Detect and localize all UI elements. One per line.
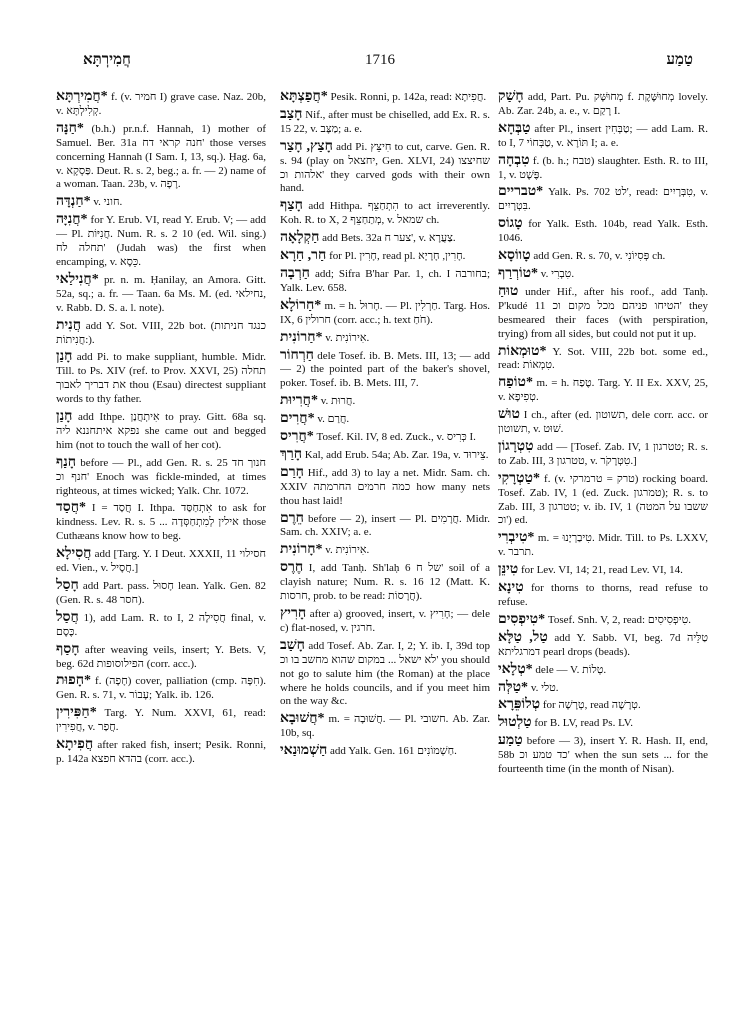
entry-text: add; Sifra B'har Par. 1, ch. I בחורבה; Yalk. Lev. 658. [280,267,490,294]
dictionary-entry [280,267,490,296]
entry-headword: *טִיבְרִי [498,530,535,546]
entry-headword: חָצַף [280,198,303,214]
entry-text: add Ithpe. אִיתְחֲנַן to pray. Gitt. 68a sq. נפקא איתחננא ליה she came out and begged him (not to touch the wall of her cot). [56,411,266,451]
entry-headword: *חַרוֹנִית [280,329,323,345]
entry-text: f. (חָפָה) cover, palliation (cmp. חִפָּה). Gen. R. s. 71, v. עָבוֹר; Yalk. ib. 126. [56,675,266,702]
entry-text: m. = חֲשׁוּבָה. — Pl. חשובי. Ab. Zar. 10b, sq. [280,713,490,740]
page-header [55,50,705,74]
dictionary-entry [280,140,490,197]
dictionary-entry [498,408,708,437]
dictionary-entry [56,547,266,576]
dictionary-columns [56,90,708,995]
dictionary-entry [280,299,490,328]
entry-headword: טִינָא [498,580,524,596]
entry-headword: טוּשׁ [498,407,520,423]
entry-headword: טָגוֹס [498,216,523,232]
dictionary-entry [498,267,708,282]
entry-headword: *טְלָאי [498,661,533,677]
entry-text: add Bets. 32a צער ח', v. צַעֲרָא. [322,232,456,245]
entry-headword: *טוֹפַח [498,375,533,391]
dictionary-entry [56,350,266,407]
dictionary-entry [498,345,708,374]
entry-text: before — Pl., add Gen. R. s. 25 חנוך חד חנף וכ' Enoch was fickle-minded, at times righteous, at times wicked; Yalk. Chr. 1072. [56,456,266,497]
dictionary-entry [498,663,708,678]
entry-text: Y. Sot. VIII, 22b bot. some ed., read: טִמְאוֹת. [498,345,708,372]
entry-headword: *חֲשׁוּבָא [280,711,325,727]
dictionary-entry [280,448,490,463]
dictionary-entry [56,611,266,640]
dictionary-entry [498,681,708,696]
entry-headword: חָרִיץ [280,606,307,621]
entry-headword: טְלוֹפֵּרָא [498,697,541,713]
entry-text: 1), add Lam. R. to I, 2 חֲסִילָה final, v. כֶּסֶם. [56,611,266,638]
dictionary-entry [498,376,708,405]
dictionary-entry [280,412,490,427]
entry-text: f. (b. h.; טבח) slaughter. Esth. R. to III, 1, v. פֶּשֶׁט. [498,154,708,181]
entry-text: dele — V. טְלוֹת. [535,663,607,676]
entry-headword: חָנַן [56,349,73,365]
entry-text: Tosef. Kil. IV, 8 ed. Zuck., v. כְּרִיס I. [316,431,476,444]
entry-text: add — [Tosef. Zab. IV, 1 טטרגון; R. s. to Zab. III, 3 טטרגון, v. טִטְרָקֹר.] [498,440,708,467]
entry-headword: *טִיפְסִים [498,611,546,627]
dictionary-entry [498,631,708,660]
entry-text: after raked fish, insert; Pesik. Ronni, p. 142a בהדא חפצא (corr. acc.). [56,739,266,765]
dictionary-entry [280,430,490,445]
entry-headword: *חַפִּירִין [56,705,97,721]
entry-headword: *חֲמִירְתָּא [56,90,108,104]
entry-headword: חֲסִילָא [56,546,92,562]
entry-headword: *חֲפַצְתָּא [280,90,328,104]
dictionary-entry [56,738,266,767]
entry-text: Hif., add 3) to lay a net. Midr. Sam. ch. XXIV כמה חרמים החרמתה how many nets thou hast laid! [280,466,490,507]
entry-text: add [Targ. Y. I Deut. XXXII, 11 חסילוי ed. Vien., v. חֲסָיל.] [56,548,266,575]
entry-text: v. טלי. [530,681,559,694]
dictionary-entry [280,394,490,409]
dictionary-entry [56,319,266,348]
dictionary-entry [280,249,490,264]
dictionary-entry [56,90,266,119]
entry-headword: חַשְׁמוּנַאי [280,743,328,759]
dictionary-entry [498,185,708,214]
dictionary-entry [56,456,266,499]
dictionary-entry [280,331,490,346]
entry-headword: *טוֹרְרַף [498,265,539,281]
entry-headword: חָנַף [56,454,77,470]
entry-text: for טְרָשָׁה, read טְרָשָׁה. [542,699,641,712]
dictionary-entry [280,561,490,604]
dictionary-entry [498,531,708,560]
dictionary-entry [498,563,708,578]
entry-text: v. חוני. [93,196,123,209]
entry-text: after weaving veils, insert; Y. Bets. V, beg. 62d הפילוסופות (corr. acc.). [56,643,266,670]
dictionary-entry [280,90,490,105]
entry-text: Yalk. Ps. 702 לט', read: טִבְּרָיִים, v. בִּטְרָיִים. [498,186,708,213]
dictionary-entry [498,698,708,713]
entry-text: pr. n. m. Ḥanilay, an Amora. Gitt. 52a, sq.; a. fr. — Taan. 6a Ms. M. (ed. נחילאי, v. Rabb. D. S. a. l. note). [56,273,266,314]
right-running-headword: טַמַע [666,50,693,68]
entry-text: v. אִירוֹנִית. [325,544,370,557]
entry-headword: טַלְטוּל [498,715,532,731]
entry-text: after a) grooved, insert, v. חָרִיץ; — dele c) flat-nosed, v. חרגין. [280,608,490,634]
entry-headword: חָרַם [280,464,304,480]
dictionary-entry [56,706,266,735]
entry-text: add Hithpa. הִתְחַצֵּף to act irreverently. Koh. R. to X, 2 מְתַחַצֵּף, v. שמאל ch. [280,200,490,227]
entry-headword: חַרְחוֹר [280,347,314,363]
entry-headword: טַמַע [498,733,523,749]
entry-text: before — 2), insert — Pl. חֲרָמִים. Midr. Sam. ch. XXIV; a. e. [280,512,490,539]
entry-text: v. אִירוֹנִית. [325,331,370,344]
entry-headword: *חֲנִיָּה [56,212,88,228]
entry-headword: חָשַׁב [280,637,305,653]
dictionary-entry [498,249,708,264]
dictionary-entry [280,639,490,710]
entry-headword: *חֲנִילַאי [56,271,99,287]
entry-headword: חָשַׁק [498,90,524,104]
entry-headword: *חֲרִיוּת [280,393,318,409]
column-1 [56,90,266,995]
entry-text: for Yalk. Esth. 104b, read Yalk. Esth. 1046. [498,218,708,245]
dictionary-entry [498,734,708,777]
entry-text: Targ. Y. Num. XXVI, 61, read: חֲפִירִין, v. חֲפַר. [56,707,266,734]
entry-text: add Tosef. Ab. Zar. I, 2; Y. ib. I, 39d top לא ישאל ... במקום שהוא מחשב בו וכ' you should not go to salute him (the Roman) at the place where he holds councils, and if you meet him on the way &c. [280,639,490,708]
dictionary-entry [280,199,490,228]
dictionary-entry [56,501,266,544]
dictionary-entry [56,643,266,672]
dictionary-entry [56,122,266,193]
entry-headword: *חַנְדָּה [56,194,91,210]
entry-headword: חַקְלָאָה [280,230,320,246]
entry-headword: חֲסַל [56,609,79,625]
entry-text: for B. LV, read Ps. LV. [534,717,634,730]
dictionary-entry [56,410,266,453]
dictionary-entry [56,674,266,703]
entry-headword: חֲנִית [56,317,82,333]
entry-headword: חֵרֶם [280,510,304,526]
entry-text: add Pi. חִיצֵּץ to cut, carve. Gen. R. s. 94 (play on יחצאל, Gen. XLVI, 24) שחיצצו אלהות וכ' they carved gods with their own hand. [280,140,490,195]
entry-text: add Y. Sabb. VI, beg. 7d טַלֵּיה דמרגליתא pearl drops (beads). [498,631,708,658]
entry-headword: חַרְבָה [280,265,310,281]
dictionary-entry [280,466,490,509]
entry-headword: חָרַךְ [280,446,303,462]
entry-text: under Hif., after his roof., add Tanḥ. P'kudé 11 הטיחו פניהם מכל מקום וכ' they besmeared their faces (with perspiration, trying) from all sides, but could not put it up. [498,285,708,340]
dictionary-entry [56,579,266,608]
dictionary-entry [56,213,266,270]
entry-text: for Lev. VI, 14; 21, read Lev. VI, 14. [521,564,683,577]
dictionary-entry [280,543,490,558]
dictionary-entry [280,349,490,392]
entry-text: m. = h. חָרוּל. — Pl. חַרְלִין. Targ. Hos. IX, 6 חרולין (corr. acc.; h. text חֹחַ). [280,299,490,326]
dictionary-entry [498,122,708,151]
entry-text: Pesik. Ronni, p. 142a, read: חֲפִיתָא. [330,91,487,103]
entry-headword: טִינֵּן [498,562,519,578]
entry-headword: טַל, טַלָּא [498,629,548,645]
entry-text: v. חֲרַם. [317,413,350,426]
entry-headword: חָנַן [56,409,73,425]
dictionary-entry [280,512,490,541]
dictionary-entry [498,440,708,469]
dictionary-entry [280,108,490,137]
entry-headword: *חַנָּה [56,120,84,136]
entry-headword: *חֲסַד [56,500,86,516]
dictionary-entry [498,613,708,628]
entry-text: (b.h.) pr.n.f. Hannah, 1) mother of Samuel. Ber. 31a חנה קראי דח' those verses concerning Hannah (I Sam. I, 13, sq.). Ḥag. 6a, v. פַּסְקָא. Deut. R. s. 2, beg.; a. fr. — 2) name of a woman. Taan. 23b, v. רָפָה. [56,122,266,191]
dictionary-entry [280,607,490,636]
entry-text: for Y. Erub. VI, read Y. Erub. V; — add — Pl. חֲנִיּוֹת. Num. R. s. 2 10 (ed. Wil. sing.) תחלה לח' (Judah was) the first when encamping, v. כֵּסֶא. [56,214,266,268]
entry-headword: *טבריים [498,184,544,200]
entry-headword: טָווֹסָא [498,248,531,264]
column-2 [280,90,490,995]
entry-headword: *טַטְרָקִי [498,470,540,486]
entry-headword: חֶרֶס [280,560,304,576]
entry-text: v. טִבְרִי. [540,267,575,280]
entry-headword: *חֲרִים [280,411,315,427]
dictionary-entry [280,712,490,741]
entry-text: add, Part. Pu. מְחוּשָּׁק f. מְחוּשֶּׁקֶת lovely. Ab. Zar. 24b, a. e., v. רָקַם I. [498,91,708,117]
entry-headword: חֲפִיתָא [56,737,94,753]
entry-text: f. (v. טרק = טרמרקי) rocking board. Tosef. Zab. IV, 1 (ed. Zuck. טמרגון); R. s. to Zab. III, 3 טטרגון; v. ib. IV, 1 (ששבו על המטה וכ') ed. [498,472,708,527]
dictionary-entry [280,744,490,759]
entry-text: add Pi. to make suppliant, humble. Midr. Till. to Ps. XIV (ref. to Prov. XXVI, 25) תחלה את דבריך לאבוך thou (Esau) directest suppliant words to thy father. [56,351,266,406]
entry-headword: *חֲרִיס [280,429,314,445]
entry-text: v. חֲרוּת. [320,395,356,408]
entry-text: f. (v. חמיר I) grave case. Naz. 20b, v. קְלִילְתָּא. [56,91,266,117]
dictionary-entry [498,154,708,183]
entry-text: add Y. Sot. VIII, 22b bot. (כנגד חניתות :חֲנִיתוֹת). [56,319,266,346]
page-number: 1716 [365,52,395,68]
dictionary-entry [498,285,708,342]
dictionary-entry [56,273,266,316]
dictionary-entry [498,716,708,731]
entry-headword: *חָפוּת [56,673,92,689]
entry-text: for thorns to thorns, read refuse to refuse. [498,582,708,608]
entry-text: before — 3), insert Y. R. Hash. II, end, 58b כד טמע וכ' when the sun sets ... for the fourteenth time (in the month of Nisan). [498,735,708,776]
left-running-headword: חֲמִירְתָּא [83,50,131,68]
entry-headword: *חַרוֹלָא [280,297,322,313]
entry-text: dele Tosef. ib. B. Mets. III, 13; — add — 2) the pointed part of the baker's shovel, poker. Tosef. ib. B. Mets. III, 7. [280,349,490,390]
column-3 [498,90,708,995]
entry-text: add Yalk. Gen. 161 חַשְׁמוֹנִים. [330,745,457,758]
entry-headword: טוּחַ [498,283,519,299]
entry-text: Kal, add Erub. 54a; Ab. Zar. 19a, v. צֵירוּד. [304,448,489,461]
entry-headword: חַר, חַרָא [280,248,327,264]
dictionary-entry [498,472,708,529]
dictionary-entry [280,231,490,246]
entry-text: Tosef. Snh. V, 2, read: טִיפְסִיסִים. [547,613,692,626]
entry-headword: *חָרוֹנִית [280,542,323,558]
entry-text: m. = טִיבַרְיָנוּ. Midr. Till. to Ps. LXXV, v. תרבר. [498,532,708,559]
entry-headword: טִטְרָגוֹן [498,438,534,454]
dictionary-entry [498,581,708,610]
dictionary-entry [56,195,266,210]
entry-text: add Gen. R. s. 70, v. פְּסִיוֹנִי ch. [533,250,666,263]
entry-headword: *טַלְּה [498,679,529,695]
entry-headword: חָצַב [280,106,303,122]
entry-headword: חָסַף [56,641,80,657]
entry-text: m. = h. טֶפַח. Targ. Y. II Ex. XXV, 25, v. טְפִיפָא. [498,377,708,404]
dictionary-entry [498,217,708,246]
entry-text: I, add Tanḥ. Sh'laḥ 6 של ח' soil of a clayish nature; Num. R. s. 16 12 (Matt. K. חרסות, prob. to be read: חֲרָסוֹת). [280,562,490,603]
entry-text: after Pl., insert טַבְּחִין; — add Lam. R. to I, 7 טַבְּחוֹי, v. תּוֹרָא I; a. e. [498,122,708,149]
entry-text: I = חֲסַד I. Ithpa. אִתְחַסַּד to ask for kindness. Lev. R. s. 5 ... אילין לְמִתְחַסְּדָה those Cuthæans know how to beg. [56,502,266,543]
entry-text: I ch., after (ed. תשוטון, dele corr. acc. or תשוטון, v. שׁוּט. [498,409,708,436]
entry-text: Nif., after must be chiselled, add Ex. R. s. 15 22, v. מַצָּב; a. e. [280,108,490,135]
entry-headword: חָצַץ, חָצַר [280,138,333,154]
entry-headword: טַבְּחָא [498,120,531,136]
dictionary-entry [498,90,708,119]
entry-headword: *טוּמְאוֹת [498,343,547,359]
entry-headword: טִבְחָה [498,152,530,168]
entry-text: add Part. pass. חָסוּל lean. Yalk. Gen. 82 (Gen. R. s. 48 חסר). [56,580,266,606]
entry-headword: חָסַל [56,578,79,593]
entry-text: for Pl. חָרִין, read pl. חָרִין, חָרָיָא. [329,250,466,263]
